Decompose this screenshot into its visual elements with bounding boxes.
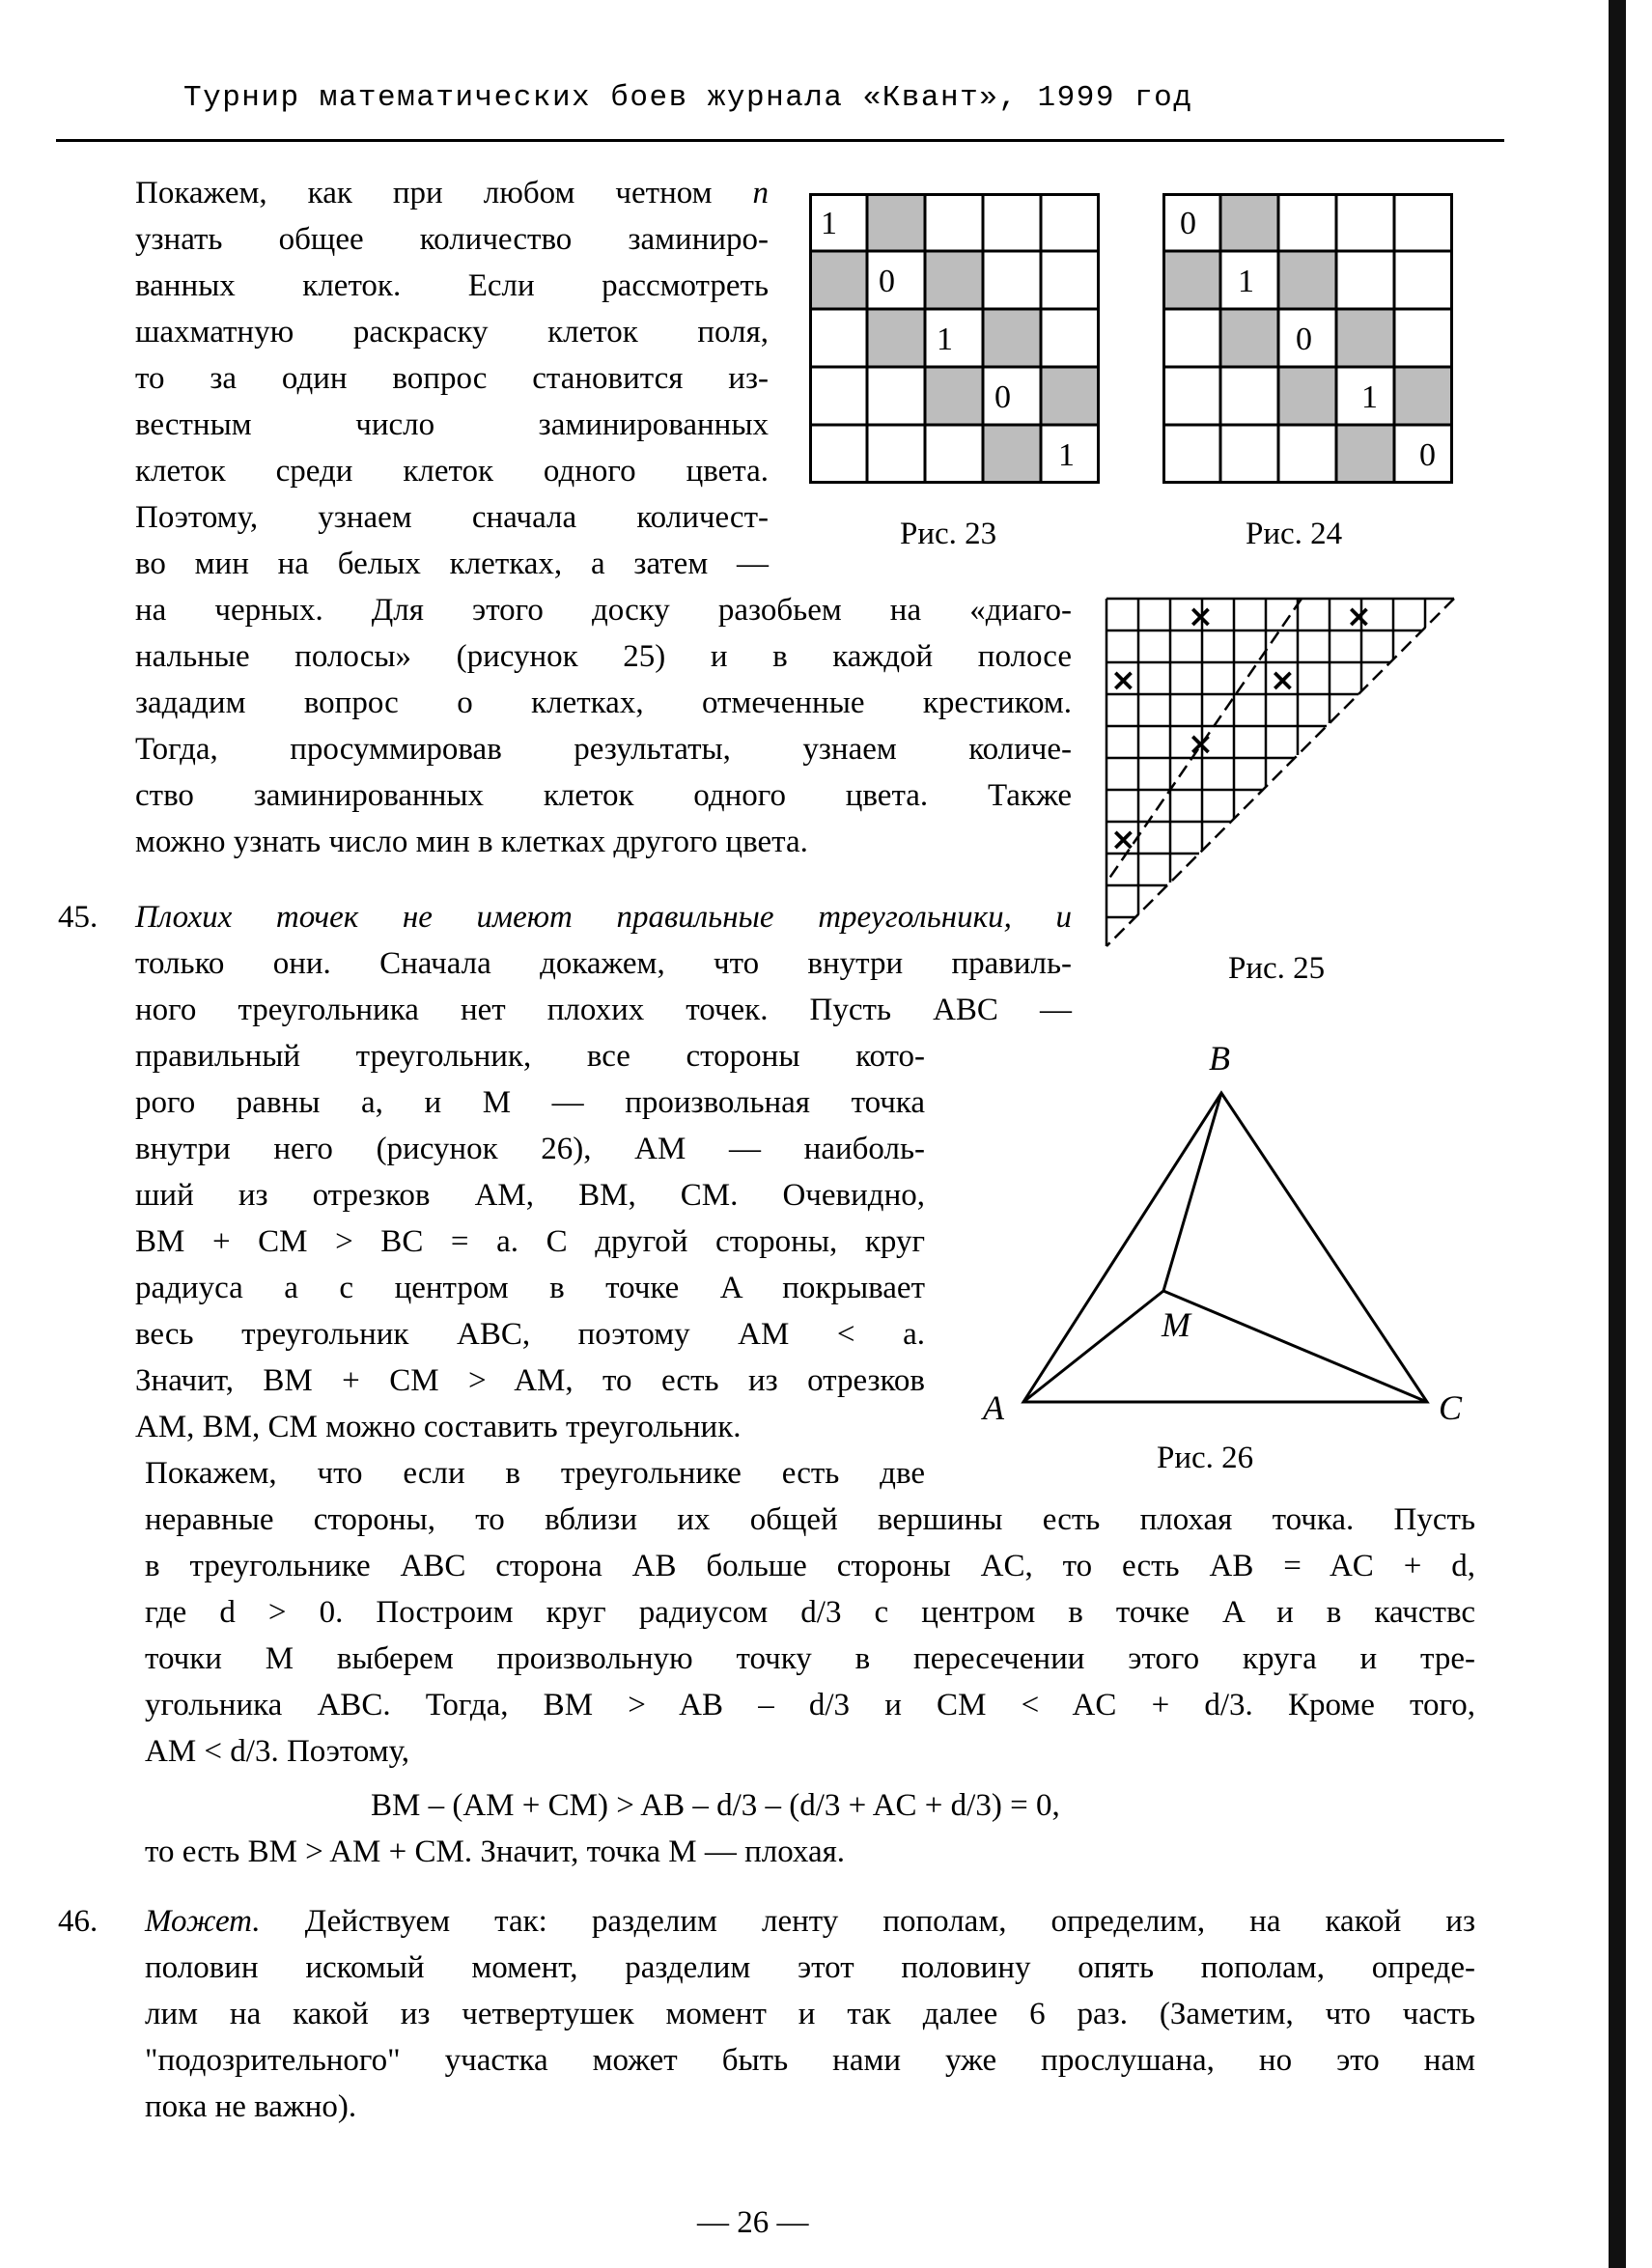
text-line: Покажем, как при любом четном n xyxy=(135,176,769,210)
text-line: можно узнать число мин в клетках другого цвета. xyxy=(135,825,808,859)
text-line: неравные стороны, то вблизи их общей вершины есть плохая точка. Пусть xyxy=(145,1502,1475,1537)
cell-label: 0 xyxy=(879,264,895,299)
cell-label: 0 xyxy=(1419,437,1436,473)
text-line: ство заминированных клеток одного цвета. Также xyxy=(135,778,1072,813)
text-line: BM + CM > BC = a. С другой стороны, круг xyxy=(135,1224,925,1259)
figure-24-grid xyxy=(1162,193,1462,492)
text-line: зададим вопрос о клетках, отмеченные крестиком. xyxy=(135,686,1072,720)
text-line: в треугольнике ABC сторона AB больше стороны AC, то есть AB = AC + d, xyxy=(145,1549,1475,1583)
text-line: ший из отрезков AM, BM, CM. Очевидно, xyxy=(135,1178,925,1213)
text-line: угольника ABC. Тогда, BM > AB – d/3 и CM < AC + d/3. Кроме того, xyxy=(145,1688,1475,1722)
page-number: — 26 — xyxy=(697,2205,809,2240)
text-line: весь треугольник ABC, поэтому AM < a. xyxy=(135,1317,925,1352)
text-line: Покажем, что если в треугольнике есть две xyxy=(145,1456,925,1491)
cross-mark: × xyxy=(1110,661,1136,698)
cell-label: 0 xyxy=(1296,322,1312,357)
figure-26-caption: Рис. 26 xyxy=(1157,1441,1254,1475)
vertex-label-c: C xyxy=(1439,1388,1463,1427)
text-line: правильный треугольник, все стороны кото- xyxy=(135,1039,925,1074)
figure-24-caption: Рис. 24 xyxy=(1246,517,1343,551)
figure-23-caption: Рис. 23 xyxy=(900,517,997,551)
text-line: внутри него (рисунок 26), AM — наиболь- xyxy=(135,1132,925,1166)
problem-number: 45. xyxy=(58,900,98,935)
figure-25-diagonal-grid xyxy=(1099,593,1456,950)
text-line: только они. Сначала докажем, что внутри правиль- xyxy=(135,946,1072,981)
text-line: пока не важно). xyxy=(145,2089,357,2124)
text-line: AM, BM, CM можно составить треугольник. xyxy=(135,1410,742,1444)
text-line: то есть BM > AM + CM. Значит, точка M — плохая. xyxy=(145,1834,846,1869)
text-line: ванных клеток. Если рассмотреть xyxy=(135,268,769,303)
cross-mark: × xyxy=(1346,598,1372,634)
text-line: Тогда, просуммировав результаты, узнаем количе- xyxy=(135,732,1072,767)
problem-number: 46. xyxy=(58,1904,98,1939)
text-line: "подозрительного" участка может быть нами уже прослушана, но это нам xyxy=(145,2043,1475,2078)
text-line: рого равны a, и M — произвольная точка xyxy=(135,1085,925,1120)
cell-label: 1 xyxy=(1238,264,1254,299)
figure-25-caption: Рис. 25 xyxy=(1228,951,1326,986)
shaded-cells xyxy=(810,194,1099,483)
text-line: половин искомый момент, разделим этот половину опять пополам, опреде- xyxy=(145,1950,1475,1985)
text-line: AM < d/3. Поэтому, xyxy=(145,1734,410,1769)
cell-label: 1 xyxy=(1058,437,1075,473)
text-line: точки M выберем произвольную точку в пересечении этого круга и тре- xyxy=(145,1641,1475,1676)
header-rule xyxy=(56,139,1504,142)
text-line: Может. Действуем так: разделим ленту пополам, определим, на какой из xyxy=(145,1904,1475,1939)
text-line: узнать общее количество заминиро- xyxy=(135,222,769,257)
cell-label: 1 xyxy=(937,322,953,357)
text-line: клеток среди клеток одного цвета. xyxy=(135,454,769,489)
text-line: во мин на белых клетках, а затем — xyxy=(135,546,769,581)
text-line: ного треугольника нет плохих точек. Пусть ABC — xyxy=(135,993,1072,1027)
text-line: вестным число заминированных xyxy=(135,407,769,442)
cell-label: 0 xyxy=(994,379,1011,415)
point-label-m: M xyxy=(1162,1305,1190,1344)
vertex-label-a: A xyxy=(983,1388,1004,1427)
text-line: где d > 0. Построим круг радиусом d/3 с центром в точке A и в качствс xyxy=(145,1595,1475,1630)
running-header: Турнир математических боев журнала «Квант», 1999 год xyxy=(183,81,1193,115)
figure-23-grid xyxy=(809,193,1108,492)
cross-mark: × xyxy=(1110,821,1136,857)
cell-label: 1 xyxy=(821,206,837,241)
scan-edge-bar xyxy=(1609,0,1626,2268)
cross-mark: × xyxy=(1188,725,1214,762)
cell-label: 1 xyxy=(1361,379,1378,415)
text-line: нальные полосы» (рисунок 25) и в каждой полосе xyxy=(135,639,1072,674)
text-line: Поэтому, узнаем сначала количест- xyxy=(135,500,769,535)
text-line: Значит, BM + CM > AM, то есть из отрезков xyxy=(135,1363,925,1398)
cell-label: 0 xyxy=(1180,206,1196,241)
vertex-label-b: B xyxy=(1209,1039,1230,1078)
figure-26-triangle xyxy=(966,1033,1487,1448)
cross-mark: × xyxy=(1270,661,1296,698)
text-line: лим на какой из четвертушек момент и так далее 6 раз. (Заметим, что часть xyxy=(145,1997,1475,2031)
text-line: то за один вопрос становится из- xyxy=(135,361,769,396)
text-line: на черных. Для этого доску разобьем на «диаго- xyxy=(135,593,1072,628)
cross-mark: × xyxy=(1188,598,1214,634)
text-line: шахматную раскраску клеток поля, xyxy=(135,315,769,350)
text-line: радиуса a с центром в точке A покрывает xyxy=(135,1271,925,1305)
formula-line: BM – (AM + CM) > AB – d/3 – (d/3 + AC + d/3) = 0, xyxy=(371,1788,1060,1823)
text-line: Плохих точек не имеют правильные треугольники, и xyxy=(135,900,1072,935)
